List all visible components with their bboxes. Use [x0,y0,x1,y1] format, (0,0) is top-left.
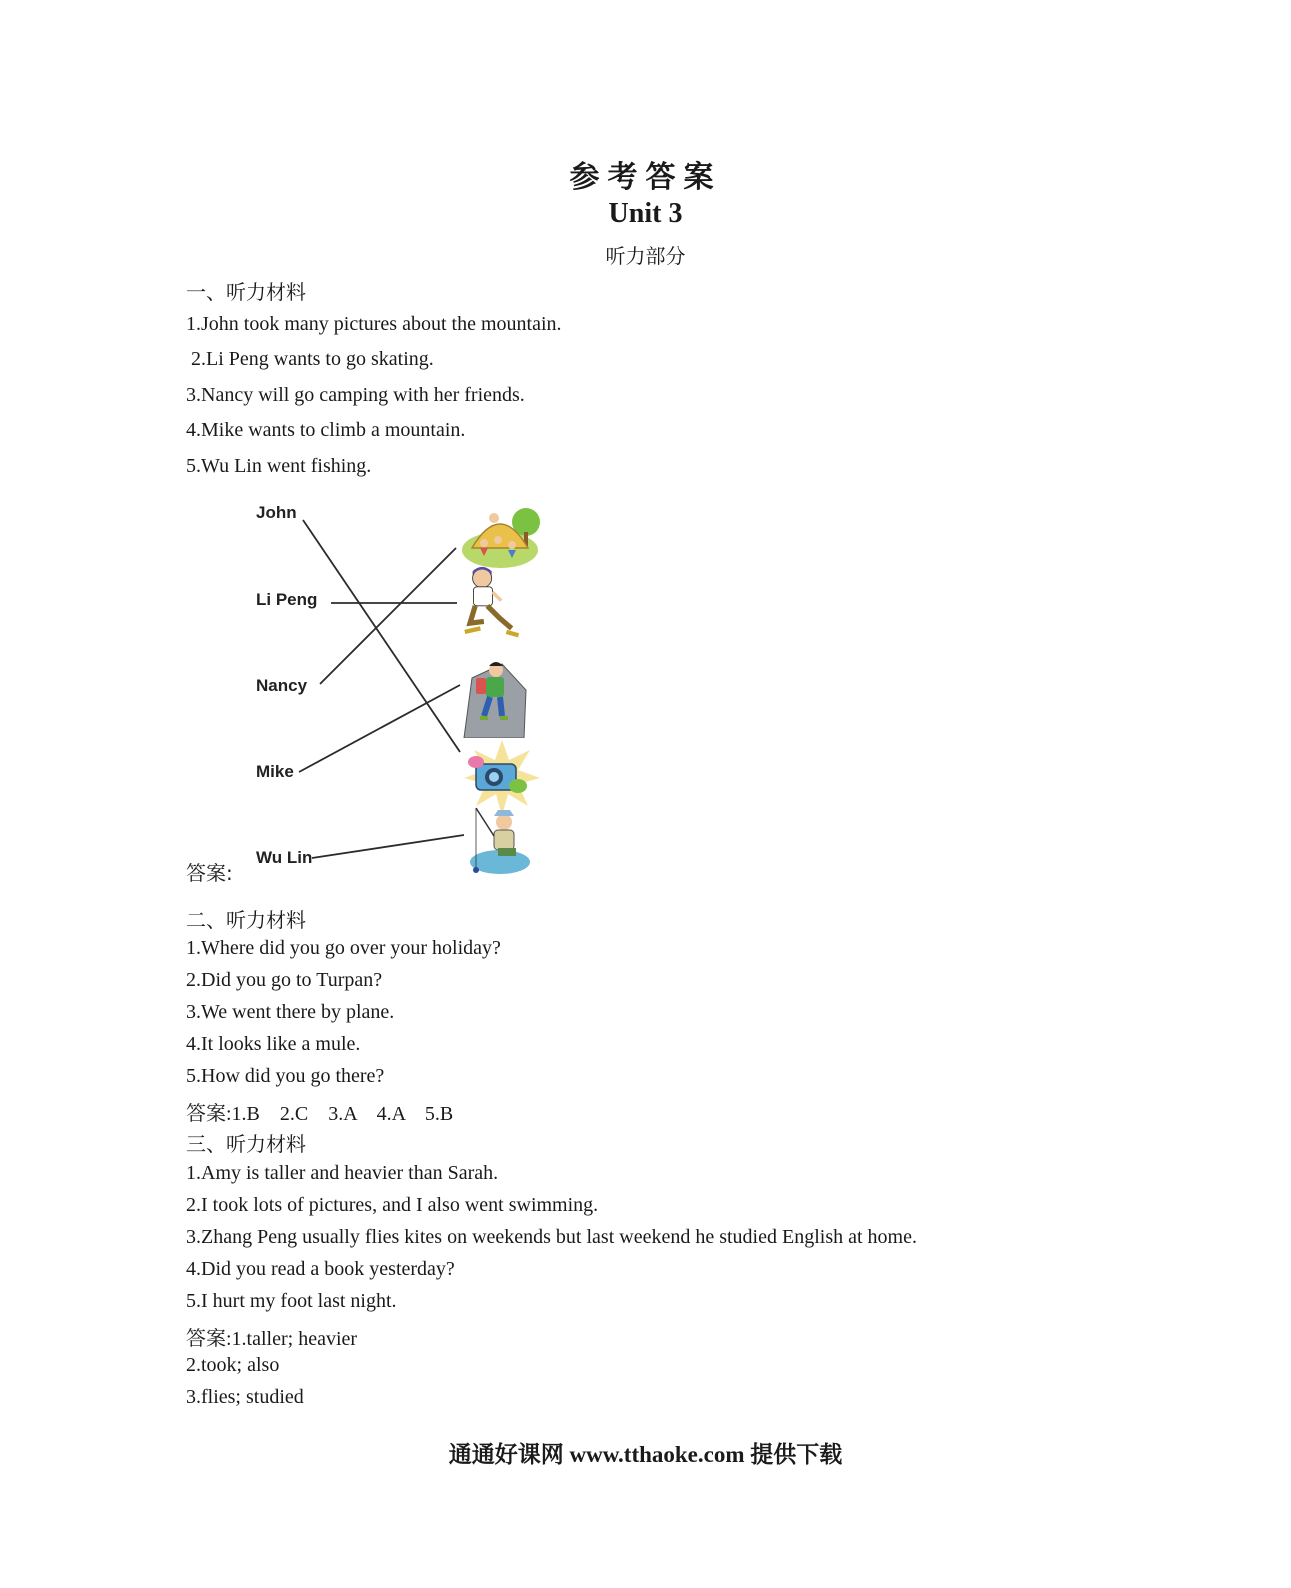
section-1-line-4: 4.Mike wants to climb a mountain. [186,419,466,441]
section-3-heading: 三、听力材料 [186,1132,306,1156]
match-name-john: John [256,503,297,522]
climbing-picture [462,660,542,738]
section-3-line-3: 3.Zhang Peng usually flies kites on weekends but last weekend he studied English at home. [186,1226,917,1248]
fishing-picture [460,804,540,882]
section-2-line-5: 5.How did you go there? [186,1065,385,1087]
section-3-answer-2: 2.took; also [186,1354,280,1376]
section-2-heading: 二、听力材料 [186,908,306,932]
section-1-line-2: 2.Li Peng wants to go skating. [191,348,434,370]
match-line-nancy [320,548,456,684]
section-1-line-5: 5.Wu Lin went fishing. [186,455,372,477]
section-3-line-1: 1.Amy is taller and heavier than Sarah. [186,1162,499,1184]
page-title: 参考答案 [569,160,722,195]
section-2-line-4: 4.It looks like a mule. [186,1033,361,1055]
section-3-line-2: 2.I took lots of pictures, and I also went swimming. [186,1194,599,1216]
match-name-nancy: Nancy [256,676,308,695]
section-1-line-1: 1.John took many pictures about the mountain. [186,313,562,335]
match-line-john [303,520,460,752]
section-1-answer-label: 答案: [186,861,233,885]
section-3-answer-3: 3.flies; studied [186,1386,304,1408]
match-name-li-peng: Li Peng [256,590,318,609]
section-1-line-3: 3.Nancy will go camping with her friends. [186,384,525,406]
match-name-wu-lin: Wu Lin [256,848,313,867]
match-line-mike [299,685,460,772]
footer-text: 通通好课网 www.tthaoke.com 提供下载 [448,1442,843,1467]
section-3-line-4: 4.Did you read a book yesterday? [186,1258,455,1280]
unit-heading: Unit 3 [608,198,683,229]
section-1-heading: 一、听力材料 [186,280,306,304]
match-line-wu-lin [312,835,464,858]
section-2-line-2: 2.Did you go to Turpan? [186,969,383,991]
section-3-answer-1: 答案:1.taller; heavier [186,1328,358,1350]
skating-picture [456,566,536,644]
section-2-line-1: 1.Where did you go over your holiday? [186,937,501,959]
section-3-line-5: 5.I hurt my foot last night. [186,1290,397,1312]
section-2-line-3: 3.We went there by plane. [186,1001,395,1023]
section-subtitle: 听力部分 [605,244,686,268]
camping-picture [462,498,542,576]
match-name-mike: Mike [256,762,294,781]
section-2-answer: 答案:1.B 2.C 3.A 4.A 5.B [186,1103,454,1125]
